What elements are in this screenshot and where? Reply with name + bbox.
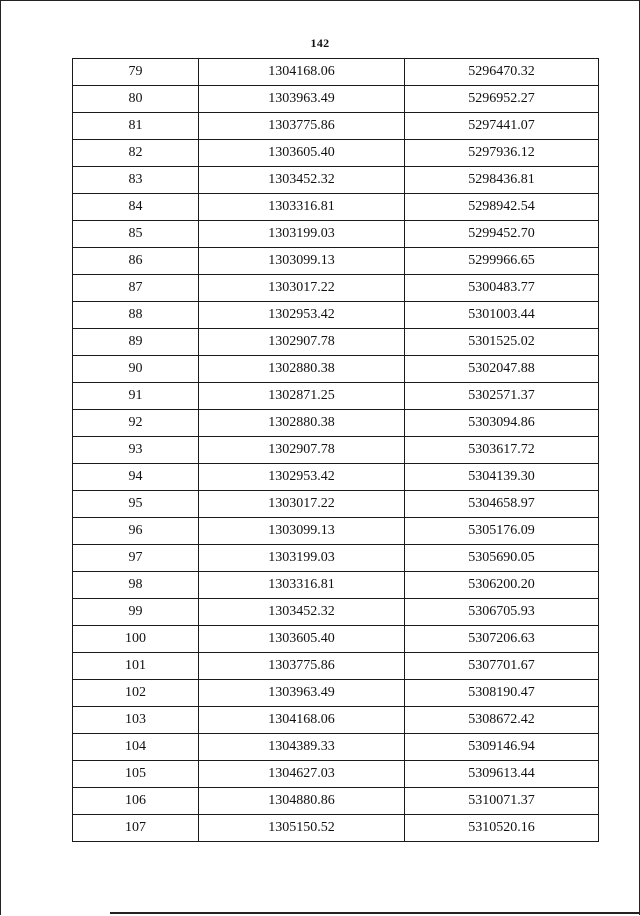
table-row — [73, 518, 599, 545]
x-coordinate-cell: 1304168.06 — [199, 59, 405, 86]
point-number-cell: 104 — [73, 734, 199, 761]
x-coordinate-cell: 1302953.42 — [199, 302, 405, 329]
table-row — [73, 788, 599, 815]
x-coordinate-cell: 1303605.40 — [199, 626, 405, 653]
y-coordinate-cell: 5307206.63 — [405, 626, 599, 653]
table-row — [73, 59, 599, 86]
table-row — [73, 815, 599, 842]
table-row — [73, 734, 599, 761]
y-coordinate-cell: 5306705.93 — [405, 599, 599, 626]
x-coordinate-cell: 1303316.81 — [199, 572, 405, 599]
x-coordinate-cell: 1303017.22 — [199, 491, 405, 518]
y-coordinate-cell: 5296952.27 — [405, 86, 599, 113]
table-row — [73, 707, 599, 734]
point-number-cell: 97 — [73, 545, 199, 572]
x-coordinate-cell: 1304389.33 — [199, 734, 405, 761]
y-coordinate-cell: 5300483.77 — [405, 275, 599, 302]
y-coordinate-cell: 5301003.44 — [405, 302, 599, 329]
y-coordinate-cell: 5299966.65 — [405, 248, 599, 275]
y-coordinate-cell: 5303094.86 — [405, 410, 599, 437]
table-row — [73, 194, 599, 221]
point-number-cell: 79 — [73, 59, 199, 86]
point-number-cell: 91 — [73, 383, 199, 410]
x-coordinate-cell: 1303199.03 — [199, 545, 405, 572]
point-number-cell: 94 — [73, 464, 199, 491]
table-row — [73, 356, 599, 383]
point-number-cell: 96 — [73, 518, 199, 545]
y-coordinate-cell: 5310071.37 — [405, 788, 599, 815]
point-number-cell: 88 — [73, 302, 199, 329]
y-coordinate-cell: 5308190.47 — [405, 680, 599, 707]
y-coordinate-cell: 5296470.32 — [405, 59, 599, 86]
y-coordinate-cell: 5303617.72 — [405, 437, 599, 464]
x-coordinate-cell: 1303099.13 — [199, 518, 405, 545]
point-number-cell: 90 — [73, 356, 199, 383]
x-coordinate-cell: 1303099.13 — [199, 248, 405, 275]
y-coordinate-cell: 5299452.70 — [405, 221, 599, 248]
point-number-cell: 89 — [73, 329, 199, 356]
point-number-cell: 98 — [73, 572, 199, 599]
x-coordinate-cell: 1303017.22 — [199, 275, 405, 302]
x-coordinate-cell: 1302880.38 — [199, 356, 405, 383]
point-number-cell: 100 — [73, 626, 199, 653]
point-number-cell: 107 — [73, 815, 199, 842]
point-number-cell: 93 — [73, 437, 199, 464]
y-coordinate-cell: 5298942.54 — [405, 194, 599, 221]
x-coordinate-cell: 1302871.25 — [199, 383, 405, 410]
table-row — [73, 680, 599, 707]
table-row — [73, 761, 599, 788]
table-row — [73, 167, 599, 194]
page-number: 142 — [310, 36, 330, 50]
y-coordinate-cell: 5298436.81 — [405, 167, 599, 194]
point-number-cell: 87 — [73, 275, 199, 302]
x-coordinate-cell: 1303199.03 — [199, 221, 405, 248]
table-row — [73, 86, 599, 113]
table-row — [73, 491, 599, 518]
table-row — [73, 437, 599, 464]
point-number-cell: 95 — [73, 491, 199, 518]
y-coordinate-cell: 5305690.05 — [405, 545, 599, 572]
point-number-cell: 99 — [73, 599, 199, 626]
table-row — [73, 329, 599, 356]
table-row — [73, 302, 599, 329]
y-coordinate-cell: 5309146.94 — [405, 734, 599, 761]
x-coordinate-cell: 1303775.86 — [199, 113, 405, 140]
table-row — [73, 572, 599, 599]
table-row — [73, 464, 599, 491]
point-number-cell: 106 — [73, 788, 199, 815]
table-row — [73, 113, 599, 140]
x-coordinate-cell: 1303963.49 — [199, 680, 405, 707]
y-coordinate-cell: 5310520.16 — [405, 815, 599, 842]
table-row — [73, 626, 599, 653]
x-coordinate-cell: 1302907.78 — [199, 329, 405, 356]
x-coordinate-cell: 1303316.81 — [199, 194, 405, 221]
x-coordinate-cell: 1303452.32 — [199, 599, 405, 626]
table-row — [73, 275, 599, 302]
y-coordinate-cell: 5297936.12 — [405, 140, 599, 167]
y-coordinate-cell: 5302571.37 — [405, 383, 599, 410]
table-row — [73, 410, 599, 437]
coordinate-table-body — [73, 59, 599, 842]
y-coordinate-cell: 5301525.02 — [405, 329, 599, 356]
point-number-cell: 80 — [73, 86, 199, 113]
table-row — [73, 545, 599, 572]
coordinate-table — [72, 58, 599, 842]
x-coordinate-cell: 1304627.03 — [199, 761, 405, 788]
table-row — [73, 599, 599, 626]
y-coordinate-cell: 5304139.30 — [405, 464, 599, 491]
table-row — [73, 248, 599, 275]
point-number-cell: 85 — [73, 221, 199, 248]
y-coordinate-cell: 5309613.44 — [405, 761, 599, 788]
table-row — [73, 653, 599, 680]
point-number-cell: 102 — [73, 680, 199, 707]
point-number-cell: 82 — [73, 140, 199, 167]
x-coordinate-cell: 1302953.42 — [199, 464, 405, 491]
y-coordinate-cell: 5307701.67 — [405, 653, 599, 680]
x-coordinate-cell: 1303452.32 — [199, 167, 405, 194]
table-row — [73, 221, 599, 248]
table-row — [73, 140, 599, 167]
y-coordinate-cell: 5304658.97 — [405, 491, 599, 518]
x-coordinate-cell: 1304880.86 — [199, 788, 405, 815]
x-coordinate-cell: 1303775.86 — [199, 653, 405, 680]
y-coordinate-cell: 5297441.07 — [405, 113, 599, 140]
x-coordinate-cell: 1305150.52 — [199, 815, 405, 842]
point-number-cell: 101 — [73, 653, 199, 680]
x-coordinate-cell: 1303963.49 — [199, 86, 405, 113]
table-row — [73, 383, 599, 410]
y-coordinate-cell: 5302047.88 — [405, 356, 599, 383]
point-number-cell: 81 — [73, 113, 199, 140]
point-number-cell: 83 — [73, 167, 199, 194]
x-coordinate-cell: 1302880.38 — [199, 410, 405, 437]
y-coordinate-cell: 5305176.09 — [405, 518, 599, 545]
point-number-cell: 84 — [73, 194, 199, 221]
point-number-cell: 103 — [73, 707, 199, 734]
bottom-rule — [110, 912, 640, 914]
x-coordinate-cell: 1302907.78 — [199, 437, 405, 464]
y-coordinate-cell: 5308672.42 — [405, 707, 599, 734]
point-number-cell: 86 — [73, 248, 199, 275]
point-number-cell: 92 — [73, 410, 199, 437]
y-coordinate-cell: 5306200.20 — [405, 572, 599, 599]
x-coordinate-cell: 1304168.06 — [199, 707, 405, 734]
x-coordinate-cell: 1303605.40 — [199, 140, 405, 167]
point-number-cell: 105 — [73, 761, 199, 788]
